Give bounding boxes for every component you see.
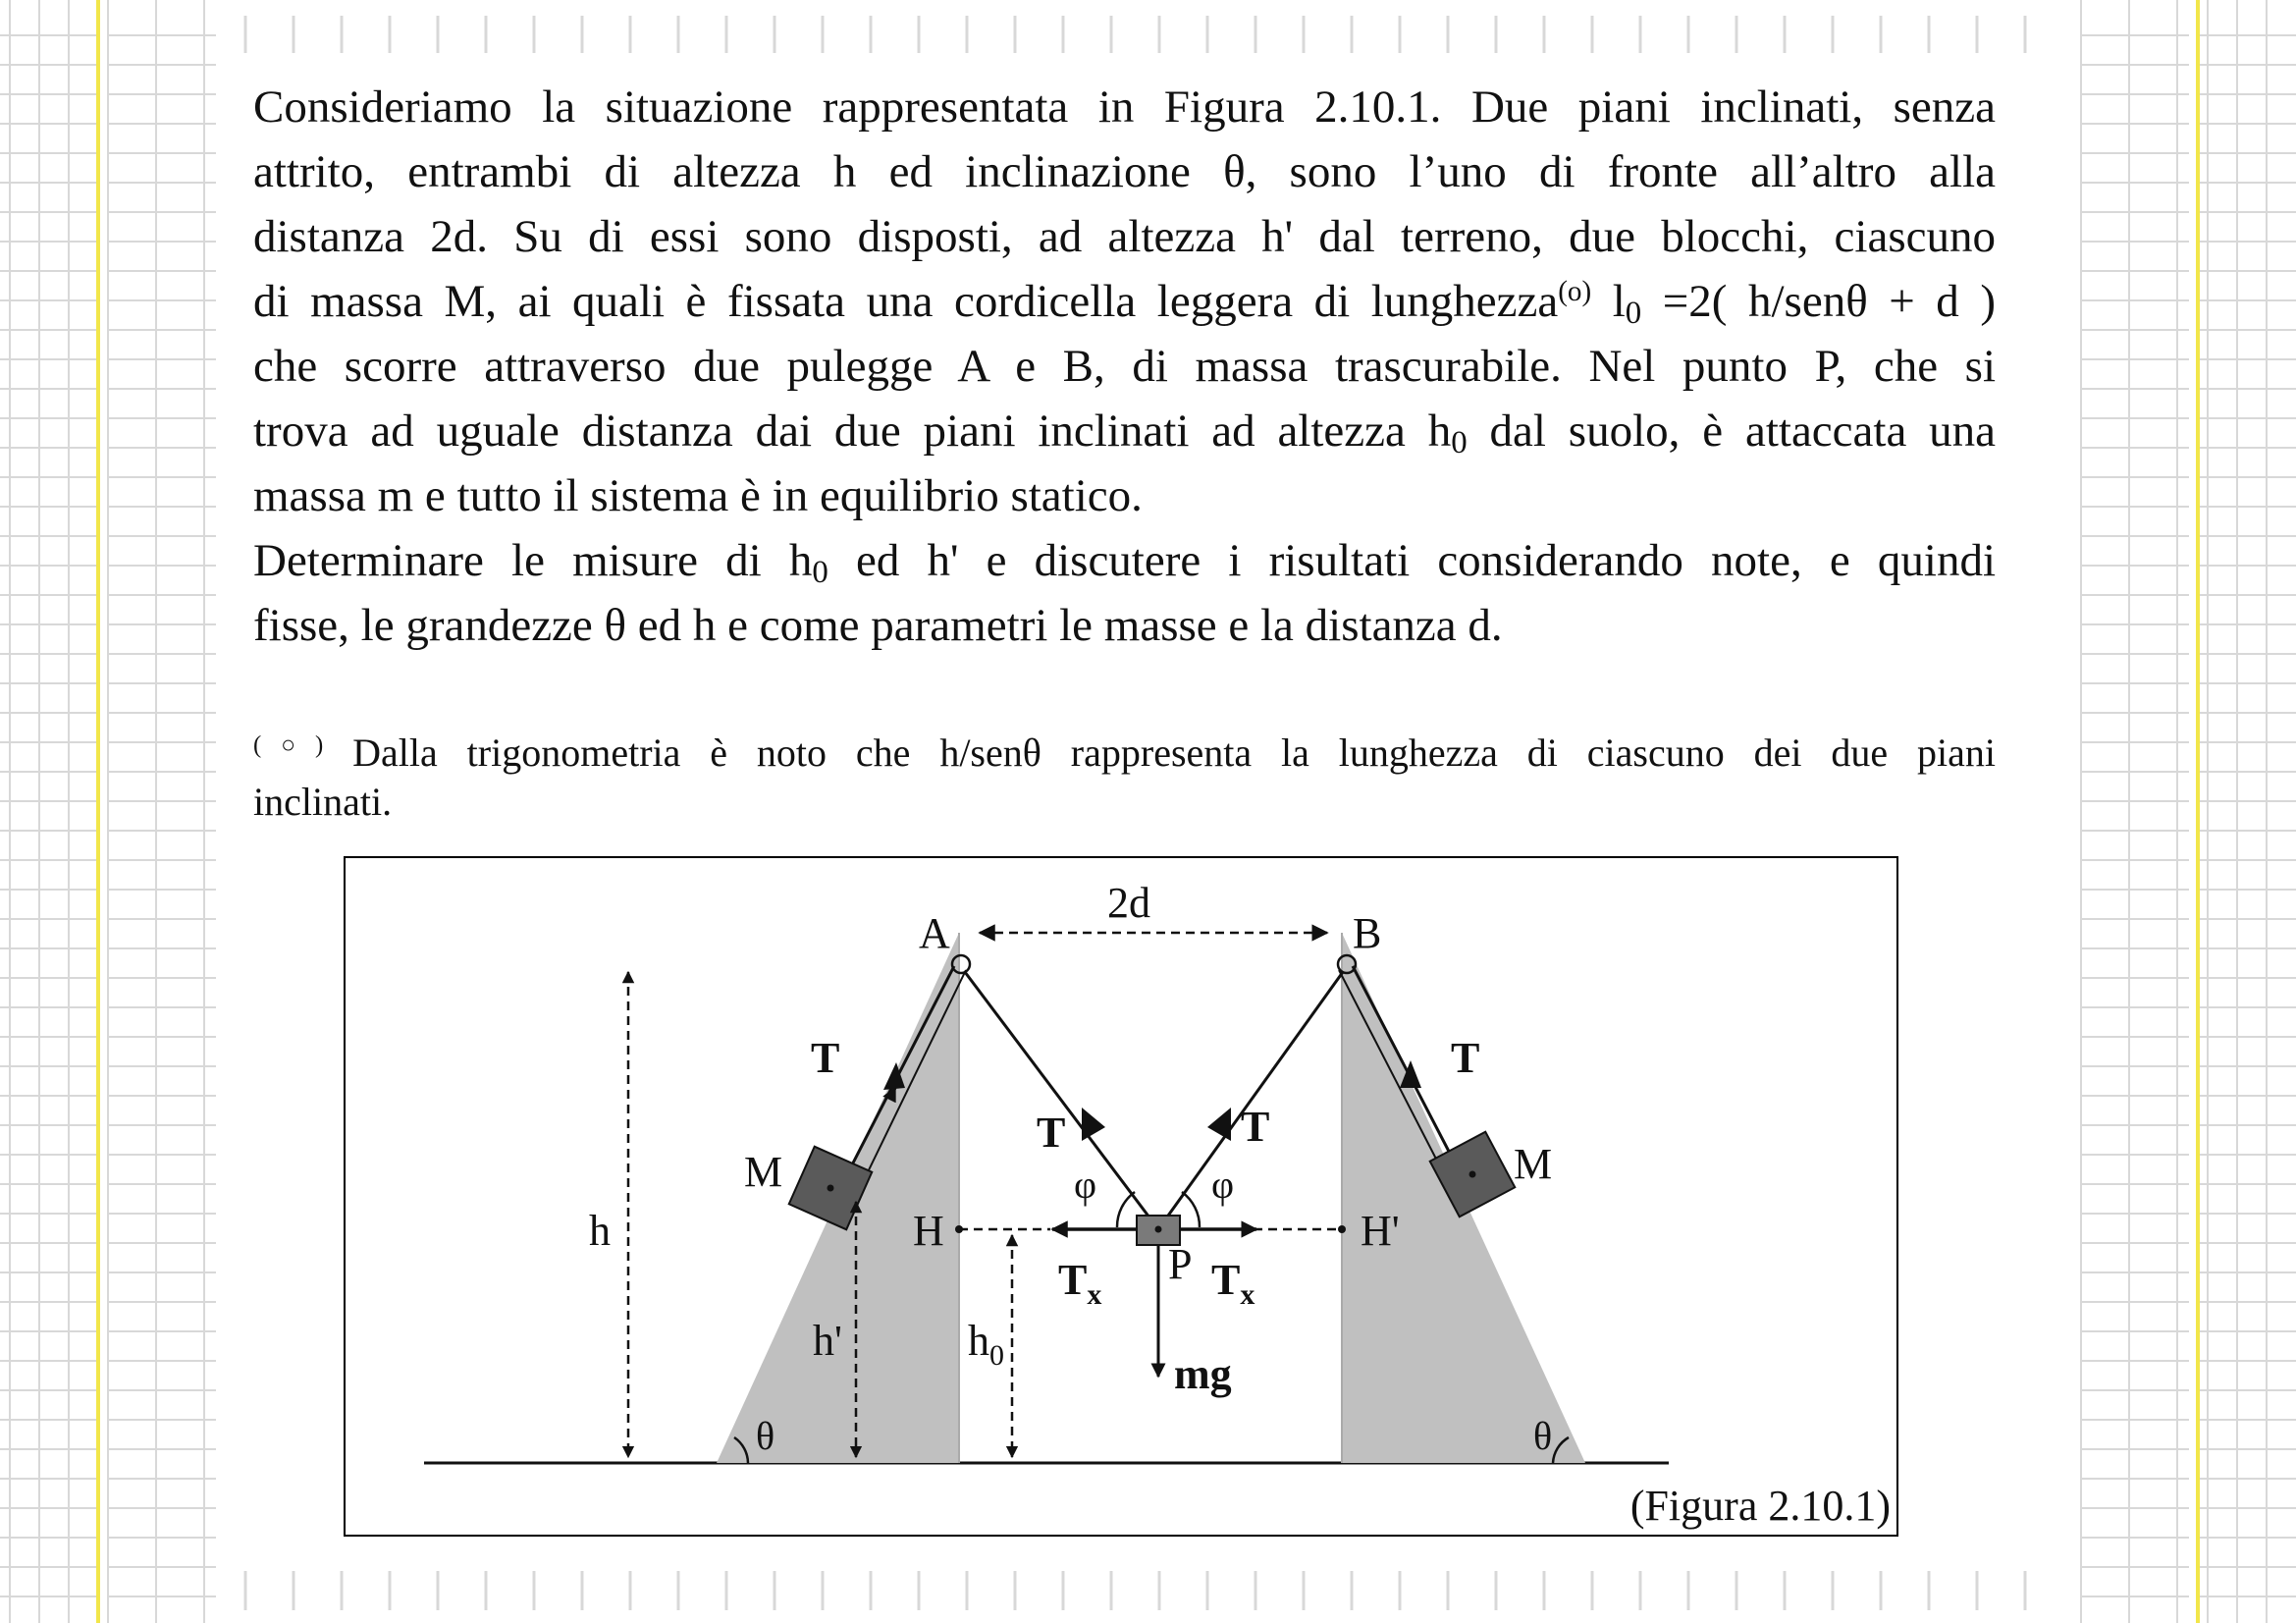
label-m-left: M xyxy=(744,1148,783,1196)
label-p: P xyxy=(1168,1240,1193,1288)
angle-phi-right xyxy=(1182,1192,1200,1227)
label-mg: mg xyxy=(1174,1350,1232,1398)
label-t-right-incline: T xyxy=(1451,1034,1480,1082)
label-h0: $h_0$ xyxy=(968,1317,1004,1372)
text-line: Consideriamo la situazione rappresentata in Figura 2.10.1. Due piani inclinati, senza xyxy=(253,81,1996,133)
label-tx-left: $T_x$ xyxy=(1058,1256,1102,1311)
text-line: distanza 2d. Su di essi sono disposti, ad altezza h' dal terreno, due blocchi, ciascuno xyxy=(253,211,1996,262)
label-h-prime: h' xyxy=(813,1317,842,1365)
text-line: massa m e tutto il sistema è in equilibrio statico. xyxy=(253,470,1143,521)
label-h-prime-point: H' xyxy=(1361,1207,1400,1255)
label-phi-left: φ xyxy=(1074,1163,1097,1207)
label-h: h xyxy=(589,1207,611,1255)
label-b: B xyxy=(1353,909,1382,957)
label-tx-right: $T_x$ xyxy=(1211,1256,1255,1311)
label-phi-right: φ xyxy=(1211,1163,1235,1207)
label-m-right: M xyxy=(1514,1140,1553,1188)
figure-caption: (Figura 2.10.1) xyxy=(1629,1482,1891,1530)
label-h-point: H xyxy=(913,1207,944,1255)
inclined-planes-figure xyxy=(344,856,1898,1537)
label-theta-right: θ xyxy=(1533,1414,1553,1458)
footnote-line: inclinati. xyxy=(253,780,393,824)
text-line-with-formula: trova ad uguale distanza dai due piani inclinati ad altezza $h_0$ dal suolo, è attaccata una xyxy=(253,406,1997,461)
text-line: Determinare le misure di $h_0$ ed h' e discutere i risultati considerando note, e quindi xyxy=(253,535,1996,591)
text-line: attrito, entrambi di altezza h ed inclinazione θ, sono l’uno di fronte all’altro alla xyxy=(253,146,1996,197)
footnote xyxy=(253,729,1996,827)
tension-arrow-p-left xyxy=(1082,1108,1105,1141)
label-t-left: T xyxy=(811,1034,840,1082)
task-paragraph xyxy=(253,528,1996,658)
string-left-to-p xyxy=(965,972,1158,1229)
label-t-p-right: T xyxy=(1241,1103,1270,1151)
label-a: A xyxy=(919,909,950,957)
text-line: che scorre attraverso due pulegge A e B, di massa trascurabile. Nel punto P, che si xyxy=(253,341,1996,392)
footnote-mark: (○) xyxy=(253,731,324,759)
footnote-reference: (o) xyxy=(1558,275,1592,307)
text-line: fisse, le grandezze θ ed h e come parametri le masse e la distanza d. xyxy=(253,600,1503,651)
angle-phi-left xyxy=(1117,1192,1135,1227)
label-theta-left: θ xyxy=(756,1414,775,1458)
problem-statement-paragraph xyxy=(253,75,1996,528)
tension-arrow-p-right xyxy=(1207,1108,1231,1141)
footnote-line: (○) Dalla trigonometria è noto che h/senθ rappresenta la lunghezza di ciascuno dei due piani xyxy=(253,730,1997,775)
label-t-p-left: T xyxy=(1037,1109,1066,1157)
label-2d: 2d xyxy=(1107,879,1150,927)
text-line-with-formula: di massa M, ai quali è fissata una cordicella leggera di lunghezza$^{(o)}$ $l_0 =2$( h/senθ + d ) xyxy=(253,275,1996,332)
string-right-to-p xyxy=(1158,972,1343,1229)
